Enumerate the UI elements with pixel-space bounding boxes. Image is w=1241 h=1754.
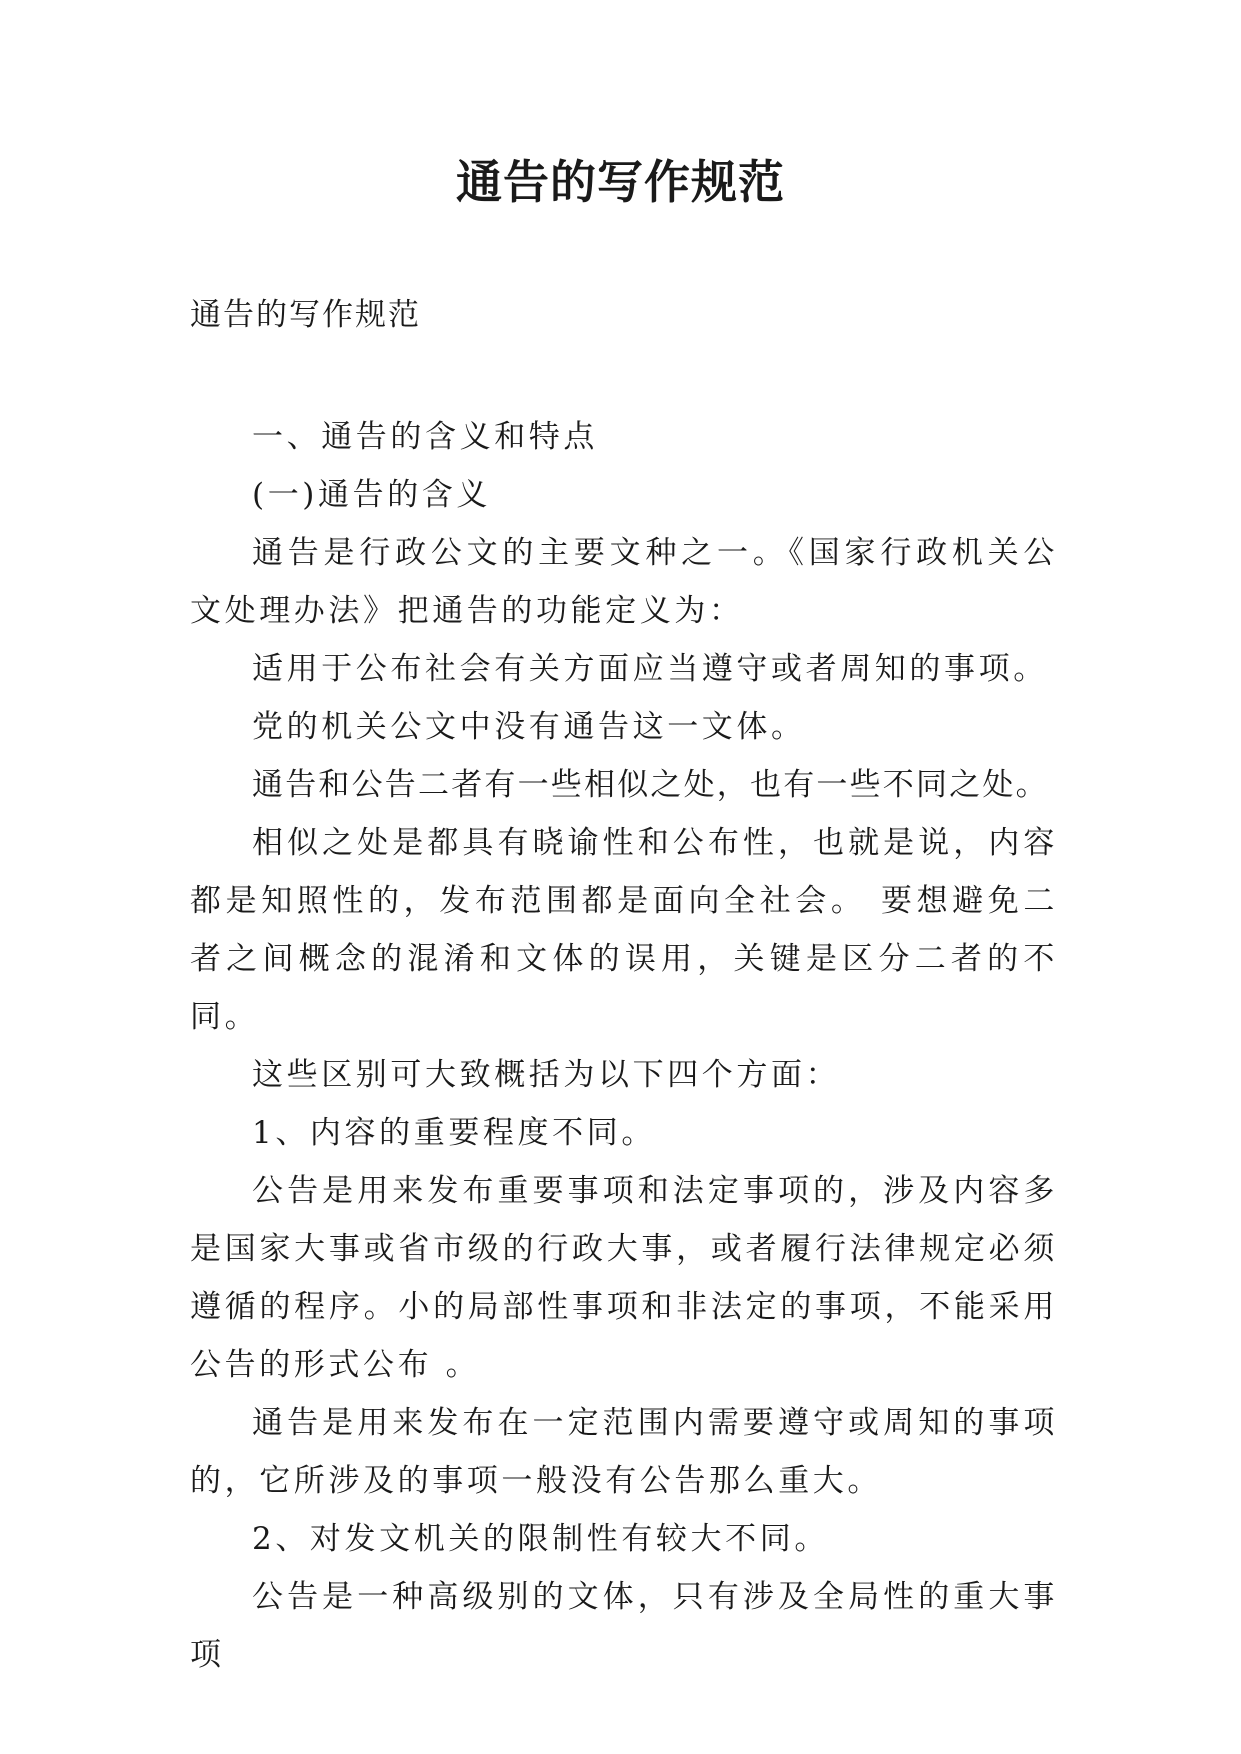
- document-subtitle: 通告的写作规范: [190, 297, 421, 333]
- section-heading: 一、通告的含义和特点: [252, 419, 598, 455]
- body-paragraph: 公告是用来发布重要事项和法定事项的，涉及内容多是国家大事或省市级的行政大事，或者履行法律规定必须遵循的程序。小的局部性事项和非法定的事项，不能采用公告的形式公布 。: [190, 1173, 1058, 1383]
- list-heading: 2、对发文机关的限制性有较大不同。: [252, 1521, 829, 1557]
- body-paragraph: 党的机关公文中没有通告这一文体。: [252, 709, 806, 745]
- body-paragraph: 适用于公布社会有关方面应当遵守或者周知的事项。: [252, 651, 1048, 687]
- list-heading: 1、内容的重要程度不同。: [252, 1115, 656, 1151]
- body-paragraph: 公告是一种高级别的文体，只有涉及全局性的重大事项: [190, 1579, 1058, 1673]
- body-paragraph: 通告是行政公文的主要文种之一。《国家行政机关公文处理办法》把通告的功能定义为：: [190, 535, 1058, 629]
- document-body: [190, 408, 1058, 1684]
- body-paragraph: 通告是用来发布在一定范围内需要遵守或周知的事项的，它所涉及的事项一般没有公告那么重大。: [190, 1405, 1058, 1499]
- body-paragraph: 通告和公告二者有一些相似之处，也有一些不同之处。: [252, 767, 1049, 803]
- body-paragraph: 相似之处是都具有晓谕性和公布性，也就是说，内容都是知照性的，发布范围都是面向全社会。 要想避免二者之间概念的混淆和文体的误用，关键是区分二者的不同。: [190, 825, 1058, 1035]
- subsection-heading: (一)通告的含义: [252, 477, 491, 513]
- document-title: 通告的写作规范: [456, 155, 785, 209]
- body-paragraph: 这些区别可大致概括为以下四个方面：: [252, 1057, 841, 1093]
